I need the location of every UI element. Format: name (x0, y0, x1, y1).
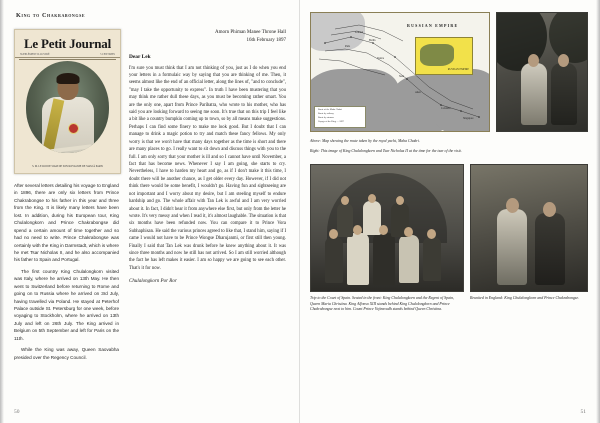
portrait-medal (68, 123, 79, 134)
caption-bottom-left: Trip to the Court of Spain. Seated in the front: King Chulalongkorn and the Regent of Spain, Queen Maria Christina. King Alfonso XIII stands behind King Chulalongkorn and Prince Chakrabongse next to him. Count Prince Vajiravudh stands behind Queen Christina. (310, 295, 455, 312)
left-page-columns (14, 29, 286, 365)
reunited-england-photo (470, 164, 588, 292)
letter-paragraph: I'm sure you must think that I am not thinking of you, just as I do when you end your letters in a formulaic way by saying that you are thinking of me. Then, it seems almost like the end of an official letter, along the lines of, "and to conclude", "may I take the opportunity to express". In truth I have been mustering that you may think me rather dull these days, as you must be becoming rather smart. You are the only one, apart from Prince Paribatra, who wrote to his mother, who has said you are looking forward to seeing me soon. It's true that on this trip I feel like a bit like a country bumpkin coming up to town, so by all means make suggestions. Perhaps I can find some finery to make me look good. But I doubt that I can manage to drink a magic potion to try and match these fancy fellows. My only worry is that we won't have that many days together as the time is short and there are many places to go. I really want to sit down and discuss things with you to the full. I am only sorry that your mother is ill and so I cannot have until November, a fact that has become news. Whenever I say I am going, she starts to cry. Nevertheless, I have to harden my heart and go, as if I don't make it this time, I doubt there will be another chance, as I get older every day. However, if I did not think there would be some benefit, I wouldn't go. Having fun and sightseeing are not important and I worry about my desire, but I am steeling myself to endure hardship and go. The whole affair with Tan Lek is awful and I am very worried about it. In fact, I didn't hear it from anywhere else first, but only from the letter he wrote. It's very messy and when I read it, it's almost laughable. The situation is that six months have been refunded now. You can compare it to Prince Vora Subhaphisan. He said the various princes agreed to like that, I stand him, saying if I came I would not have to be Prince Wongse Dharujanmi, or first still then young. Finally I said that Tan Lek was drunk before he knew anything about it. It was since three months and now he still has not arrived. So I am still worried although the fact he has left makes it easier. I am so happy we are going to see each other. That's it for now. (129, 65, 286, 271)
cover-masthead: Le Petit Journal (23, 36, 112, 51)
running-head-left: King to Chakrabongse (16, 12, 86, 19)
map-label-5: Aden (415, 91, 421, 94)
reunited-head-prince (543, 202, 556, 217)
le-petit-journal-cover (14, 29, 121, 174)
map-label-0: London (355, 31, 364, 34)
portrait-hair (56, 73, 79, 84)
letter-place: Amorn Phiman Manee Throne Hall (214, 30, 286, 35)
group-head-1 (329, 229, 338, 239)
caption-bottom-right: Reunited in England: King Chulalongkorn and Prince Chakrabongse. (470, 295, 580, 300)
letter-body (129, 65, 286, 273)
map-label-3: Venice (377, 57, 385, 60)
side-caption-p3: While the King was away, Queen Saovabha presided over the Regency Council. (14, 347, 119, 360)
cover-subbar-left: SUPPLÉMENT ILLUSTRÉ (20, 53, 50, 56)
group-head-5 (427, 229, 436, 239)
map-legend-item-3: Voyage of the King — 1897 (318, 120, 344, 123)
caption-spacer (468, 137, 588, 159)
group-figure-1 (325, 237, 343, 283)
group-figure-2 (347, 233, 369, 285)
caption-above: Above: Map showing the route taken by the royal yacht, Maha Chakri. (310, 139, 420, 143)
photo-head-tsar (558, 54, 569, 67)
map-label-1: Paris (345, 45, 351, 48)
reunited-head-king (506, 198, 519, 213)
reunited-figure-prince (535, 213, 565, 285)
spanish-court-group-photo (310, 164, 464, 292)
letter-signature: Chulalongkorn Por Ror (129, 279, 177, 285)
right-top-captions (310, 137, 462, 159)
right-bottom-captions (310, 296, 588, 318)
photo-figure-king (521, 63, 547, 125)
right-page-edge-shadow (596, 0, 600, 423)
caption-bottom-left-wrap (310, 296, 462, 318)
page-number-right: 51 (580, 409, 586, 415)
king-and-tsar-photo (496, 12, 588, 132)
map-legend (314, 106, 366, 128)
photo-figure-tsar (551, 63, 577, 125)
group-figure-3 (373, 233, 395, 285)
group-figure-5 (423, 237, 441, 281)
group-figure-4 (399, 235, 419, 283)
map-inset-label: RUSSIAN EMPIRE (447, 67, 469, 71)
letter-salutation: Dear Lek (129, 53, 151, 60)
group-head-8 (396, 196, 404, 205)
group-head-6 (341, 196, 349, 205)
map-label-2: Berlin (369, 39, 376, 42)
caption-bottom-right-wrap (470, 296, 588, 318)
cover-portrait-oval (26, 61, 109, 153)
right-caption-row (310, 137, 588, 159)
map-legend-item-2: Route by steamer (318, 116, 335, 119)
right-page (300, 0, 600, 423)
map-title: RUSSIAN EMPIRE (407, 23, 459, 28)
right-bottom-photo-row (310, 164, 588, 292)
letter-heading (129, 29, 286, 45)
map-legend-item-1: Route by railway (318, 112, 334, 115)
left-side-caption (14, 182, 119, 361)
caption-right: Right: This image of King Chulalongkorn and Tsar Nicholas II at the time for the tsar of the visit. (310, 148, 462, 153)
side-caption-p2: The first country King Chulalongkorn visited was Italy, where he arrived on 13th May. He then went to Switzerland before returning to Rome and going on to Russia where he arrived on 3rd July, having travelled via Poland. He stayed at Peterhof Palace outside St. Petersburg for one week, before voyaging to Stockholm, where he arrived on 13th July and left on 26th July. The King arrived in Belgium on 5th September and left for Paris on the 11th. (14, 268, 119, 341)
group-head-7 (368, 194, 376, 203)
right-top-row (310, 12, 588, 132)
cover-bottom-caption: S. M. LE ROI DE SIAM DE SON ROYAUME DE SIAM À PARIS (32, 165, 103, 169)
map-inset-landmass (420, 44, 454, 66)
royal-yacht-route-map (310, 12, 490, 132)
map-label-7: Singapore (463, 117, 474, 120)
cover-rule (19, 59, 116, 60)
group-figure-6 (337, 203, 353, 237)
group-head-3 (379, 225, 388, 235)
reunited-photo-background (471, 165, 587, 291)
cover-subbar-right: 5 CENTIMES (100, 53, 115, 56)
reunited-figure-king (497, 209, 527, 285)
group-head-4 (404, 227, 413, 237)
cover-subbar (15, 52, 120, 58)
letter-date: 16th February 1897 (246, 37, 286, 43)
map-inset-russian-empire (415, 37, 473, 75)
page-number-left: 50 (14, 409, 20, 415)
map-legend-item-0: Route of the Maha Chakri (318, 109, 342, 111)
side-caption-p1: After several letters detailing his voyage to England in 1896, there are only six letters from Prince Chakrabongse to his father in this year and three from the King. It is likely many letters have been lost. In addition, during his European tour, King Chulalongkorn and Prince Chakrabongse did spend a certain amount of time together and so had no need to write. Prince Chakrabongse was certainly with the King in Darmstadt, which is where he met Tsar Nicholas II, and he also accompanied his father to Spain and Portugal. (14, 183, 119, 263)
left-image-column (14, 29, 119, 365)
map-label-4: Suez (399, 75, 405, 78)
group-head-2 (353, 225, 362, 235)
letter-column (129, 29, 286, 365)
photo-head-king (528, 54, 539, 67)
left-page-edge-shadow (0, 0, 4, 423)
map-label-6: Colombo (441, 107, 451, 110)
